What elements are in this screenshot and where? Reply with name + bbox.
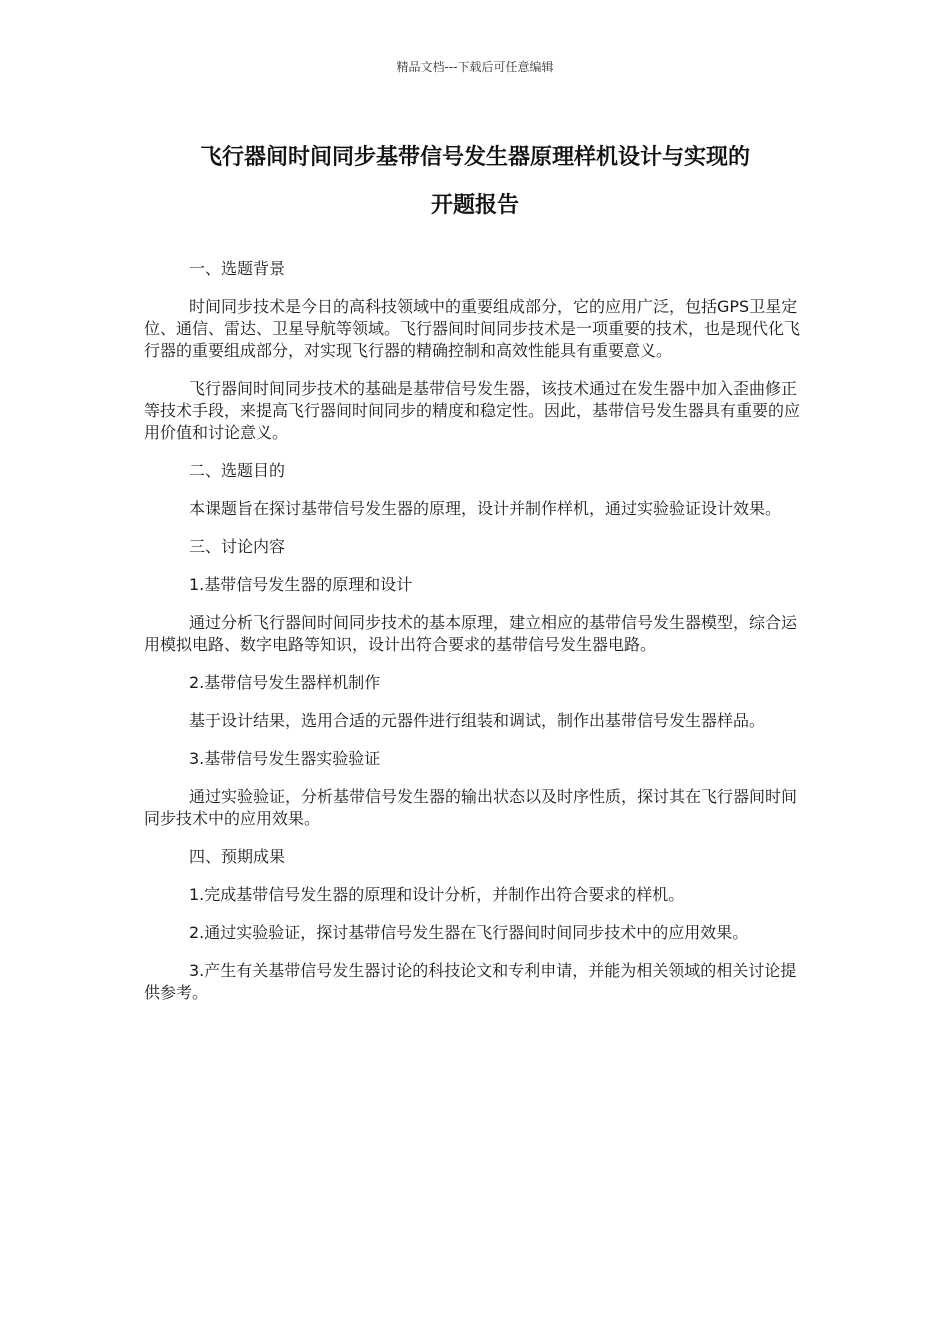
subheading-prototype: 2.基带信号发生器样机制作: [189, 673, 381, 692]
paragraph-purpose: 本课题旨在探讨基带信号发生器的原理，设计并制作样机，通过实验验证设计效果。: [189, 499, 782, 518]
title-line-2: 开题报告: [430, 193, 519, 218]
subheading-verification: 3.基带信号发生器实验验证: [189, 749, 381, 768]
document-body: [144, 258, 809, 1020]
result-item-2: 2.通过实验验证，探讨基带信号发生器在飞行器间时间同步技术中的应用效果。: [189, 923, 749, 942]
subheading-principle-design: 1.基带信号发生器的原理和设计: [189, 575, 413, 594]
section-heading-content: 三、讨论内容: [189, 537, 286, 556]
result-item-3: 3.产生有关基带信号发生器讨论的科技论文和专利申请，并能为相关领域的相关讨论提供参考。: [144, 961, 797, 1002]
result-item-1: 1.完成基带信号发生器的原理和设计分析，并制作出符合要求的样机。: [189, 885, 685, 904]
document-title: [140, 134, 810, 230]
header-note: 精品文档---下载后可任意编辑: [396, 60, 554, 74]
paragraph-principle-design: 通过分析飞行器间时间同步技术的基本原理，建立相应的基带信号发生器模型，综合运用模拟电路、数字电路等知识，设计出符合要求的基带信号发生器电路。: [144, 613, 798, 654]
paragraph-background-2: 飞行器间时间同步技术的基础是基带信号发生器，该技术通过在发生器中加入歪曲修正等技术手段，来提高飞行器间时间同步的精度和稳定性。因此，基带信号发生器具有重要的应用价值和讨论意义。: [144, 379, 801, 442]
title-line-1: 飞行器间时间同步基带信号发生器原理样机设计与实现的: [199, 145, 750, 170]
paragraph-prototype: 基于设计结果，选用合适的元器件进行组装和调试，制作出基带信号发生器样品。: [189, 711, 766, 730]
section-heading-results: 四、预期成果: [189, 847, 286, 866]
paragraph-background-1: 时间同步技术是今日的高科技领域中的重要组成部分，它的应用广泛，包括GPS卫星定位、通信、雷达、卫星导航等领域。飞行器间时间同步技术是一项重要的技术，也是现代化飞行器的重要组成部分，对实现飞行器的精确控制和高效性能具有重要意义。: [144, 297, 801, 360]
section-heading-purpose: 二、选题目的: [189, 461, 286, 480]
section-heading-background: 一、选题背景: [189, 259, 286, 278]
paragraph-verification: 通过实验验证，分析基带信号发生器的输出状态以及时序性质，探讨其在飞行器间时间同步技术中的应用效果。: [144, 787, 798, 828]
